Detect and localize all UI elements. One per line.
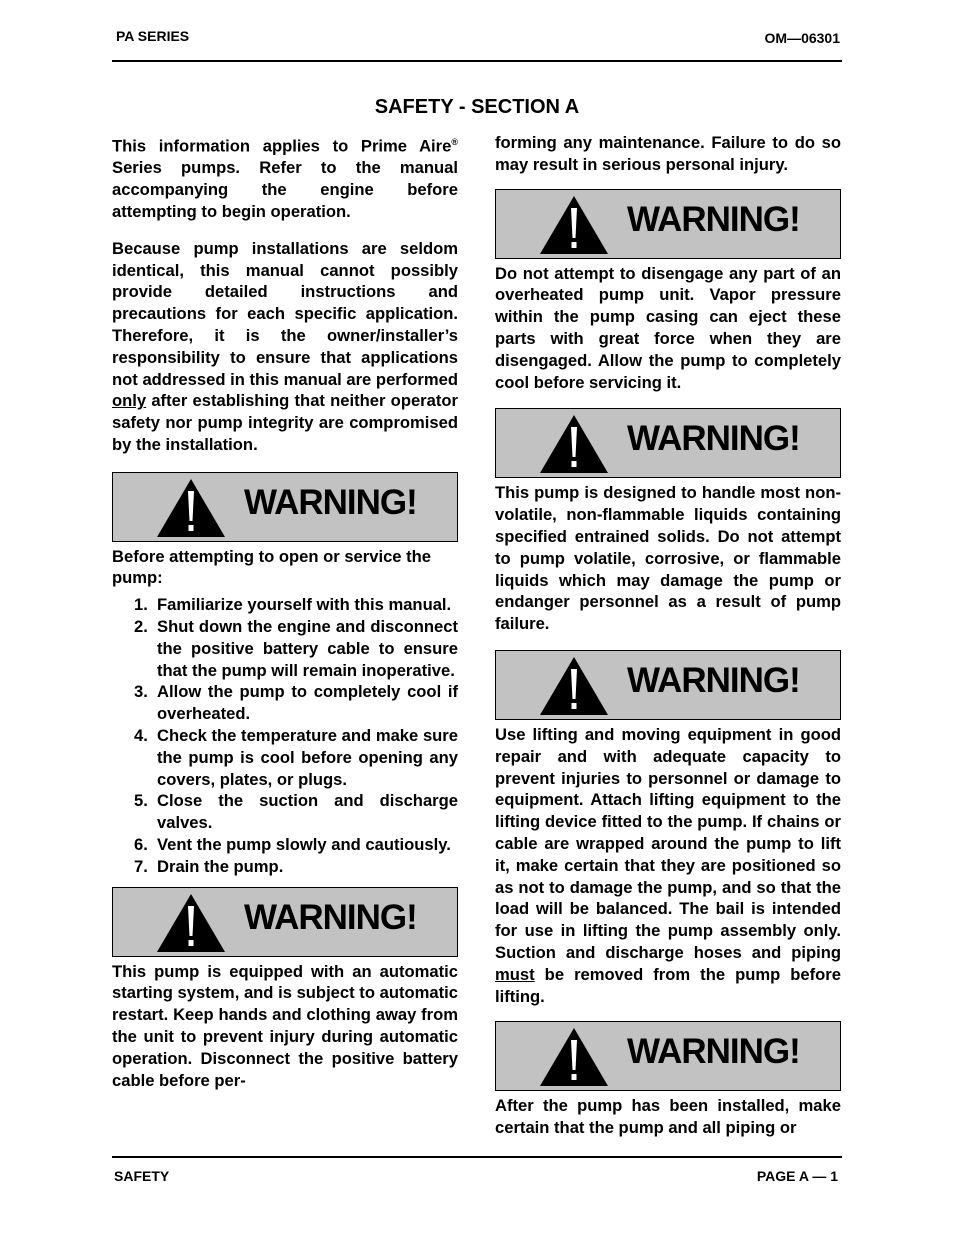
warning-box-2 — [112, 887, 458, 957]
warning-triangle-icon — [538, 413, 610, 475]
step-number: 5. — [134, 791, 148, 811]
page-header — [112, 26, 842, 62]
service-step — [112, 725, 458, 790]
step-text: Familiarize yourself with this manual. — [157, 595, 452, 615]
step-text: Allow the pump to completely cool if overheated. — [157, 682, 458, 724]
warning-6-text: After the pump has been installed, make certain that the pump and all piping or — [495, 1096, 841, 1138]
warning-triangle-icon — [538, 1026, 610, 1088]
warning-box-3 — [495, 189, 841, 259]
warning-triangle-icon — [155, 477, 227, 539]
emphasis-only: only — [112, 391, 147, 411]
warning-5-text: Use lifting and moving equipment in good repair and with adequate capacity to prevent injuries to personnel or damage to equipment. Attach lifting equipment to the lifting device fitted to the pump. If chains or cable are wrapped around the pump to lift it, make certain that they are positioned so as not to damage the pump, and so that the load will be balanced. The bail is intended for use in lifting the pump assembly only. Suction and discharge hoses and piping must be removed from the pump before lifting. — [495, 724, 841, 1006]
service-step — [112, 681, 458, 725]
warning-label: WARNING! — [627, 419, 800, 459]
step-number: 2. — [134, 617, 148, 637]
warning-label: WARNING! — [244, 897, 417, 937]
step-text: Shut down the engine and disconnect the positive battery cable to ensure that the pump will remain inoperative. — [157, 617, 458, 680]
warning-label: WARNING! — [244, 482, 417, 522]
step-number: 4. — [134, 726, 148, 746]
warning-label: WARNING! — [627, 199, 800, 239]
warning-3-text: Do not attempt to disengage any part of an overheated pump unit. Vapor pressure within the pump casing can eject these parts with great force when they are disengaged. Allow the pump to completely cool before servicing it. — [495, 263, 841, 392]
warning-box-1 — [112, 472, 458, 542]
intro-paragraph: This information applies to Prime Aire® Series pumps. Refer to the manual accompanying the engine before attempting to begin operation. — [112, 136, 458, 221]
registered-mark: ® — [451, 137, 458, 147]
service-step — [112, 834, 458, 856]
warning-label: WARNING! — [627, 1032, 800, 1072]
left-column — [112, 132, 458, 1091]
service-steps-list — [112, 594, 458, 877]
warning-1-text: Before attempting to open or service the pump: — [112, 546, 432, 588]
installation-paragraph: Because pump installations are seldom identical, this manual cannot possibly provide detailed instructions and precautions for each specific application. Therefore, it is the owner/installer’s responsibility to ensure that applications not addressed in this manual are performed only after establishing that neither operator safety nor pump integrity are compromised by the installation. — [112, 238, 458, 454]
service-step — [112, 856, 458, 878]
step-text: Check the temperature and make sure the pump is cool before opening any covers, plates, or plugs. — [157, 726, 458, 789]
service-step — [112, 790, 458, 834]
step-number: 6. — [134, 835, 148, 855]
header-series: PA SERIES — [116, 28, 190, 44]
service-step — [112, 594, 458, 616]
warning-4-text: This pump is designed to handle most non-volatile, non-flammable liquids containing specified entrained solids. Do not attempt to pump volatile, corrosive, or flammable liquids which may damage the pump or endanger personnel as a result of pump failure. — [495, 483, 841, 634]
step-number: 1. — [134, 595, 148, 615]
section-title: SAFETY - SECTION A — [374, 96, 580, 118]
warning-box-5 — [495, 650, 841, 720]
warning-2-text: This pump is equipped with an automatic starting system, and is subject to automatic restart. Keep hands and clothing away from the unit to prevent injury during automatic operation. Disconnect the positive battery cable before per- — [112, 961, 458, 1090]
warning-box-4 — [495, 408, 841, 478]
warning-box-6 — [495, 1021, 841, 1091]
continued-text: forming any maintenance. Failure to do so may result in serious personal injury. — [495, 133, 841, 174]
emphasis-must: must — [495, 964, 535, 984]
footer-section: SAFETY — [114, 1168, 170, 1184]
step-text: Drain the pump. — [157, 856, 284, 876]
warning-triangle-icon — [538, 655, 610, 717]
page-footer — [112, 1156, 842, 1184]
footer-page-number: PAGE A — 1 — [756, 1168, 838, 1184]
step-number: 7. — [134, 856, 148, 876]
step-text: Vent the pump slowly and cautiously. — [157, 835, 451, 855]
warning-triangle-icon — [538, 194, 610, 256]
step-text: Close the suction and discharge valves. — [157, 791, 458, 833]
step-number: 3. — [134, 682, 148, 702]
warning-label: WARNING! — [627, 660, 800, 700]
warning-triangle-icon — [155, 892, 227, 954]
right-column — [495, 132, 841, 1139]
service-step — [112, 616, 458, 681]
header-doc-number: OM—06301 — [764, 30, 840, 46]
